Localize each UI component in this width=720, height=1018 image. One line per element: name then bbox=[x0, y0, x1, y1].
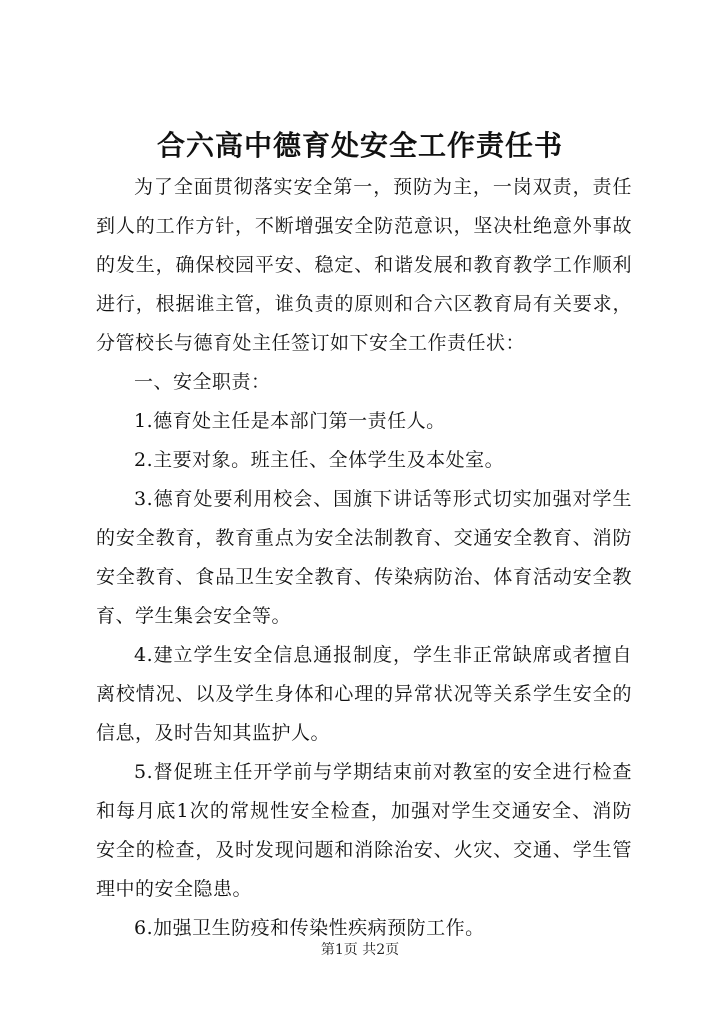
duty-item-5: 5.督促班主任开学前与学期结束前对教室的安全进行检查和每月底1次的常规性安全检查，加强对学生交通安全、消防安全的检查，及时发现问题和消除治安、火灾、交通、学生管理中的安全隐患。 bbox=[96, 761, 632, 900]
intro-paragraph: 为了全面贯彻落实安全第一，预防为主，一岗双责，责任到人的工作方针，不断增强安全防范意识，坚决杜绝意外事故的发生，确保校园平安、稳定、和谐发展和教育教学工作顺利进行，根据谁主管，谁负责的原则和合六区教育局有关要求，分管校长与德育处主任签订如下安全工作责任状： bbox=[96, 176, 632, 354]
duty-item-3: 3.德育处要利用校会、国旗下讲话等形式切实加强对学生的安全教育，教育重点为安全法制教育、交通安全教育、消防安全教育、食品卫生安全教育、传染病防治、体育活动安全教育、学生集会安全等。 bbox=[96, 488, 632, 627]
duty-item-4: 4.建立学生安全信息通报制度，学生非正常缺席或者擅自离校情况、以及学生身体和心理的异常状况等关系学生安全的信息，及时告知其监护人。 bbox=[96, 644, 632, 744]
duty-item-1: 1.德育处主任是本部门第一责任人。 bbox=[134, 410, 446, 432]
section-heading-safety-duties: 一、安全职责： bbox=[134, 371, 271, 393]
page-number-footer: 第1页 共2页 bbox=[320, 942, 400, 958]
page-title: 合六高中德育处安全工作责任书 bbox=[156, 129, 563, 162]
document-body bbox=[96, 168, 632, 948]
duty-item-2: 2.主要对象。班主任、全体学生及本处室。 bbox=[134, 449, 505, 471]
duty-item-6: 6.加强卫生防疫和传染性疾病预防工作。 bbox=[134, 917, 485, 939]
